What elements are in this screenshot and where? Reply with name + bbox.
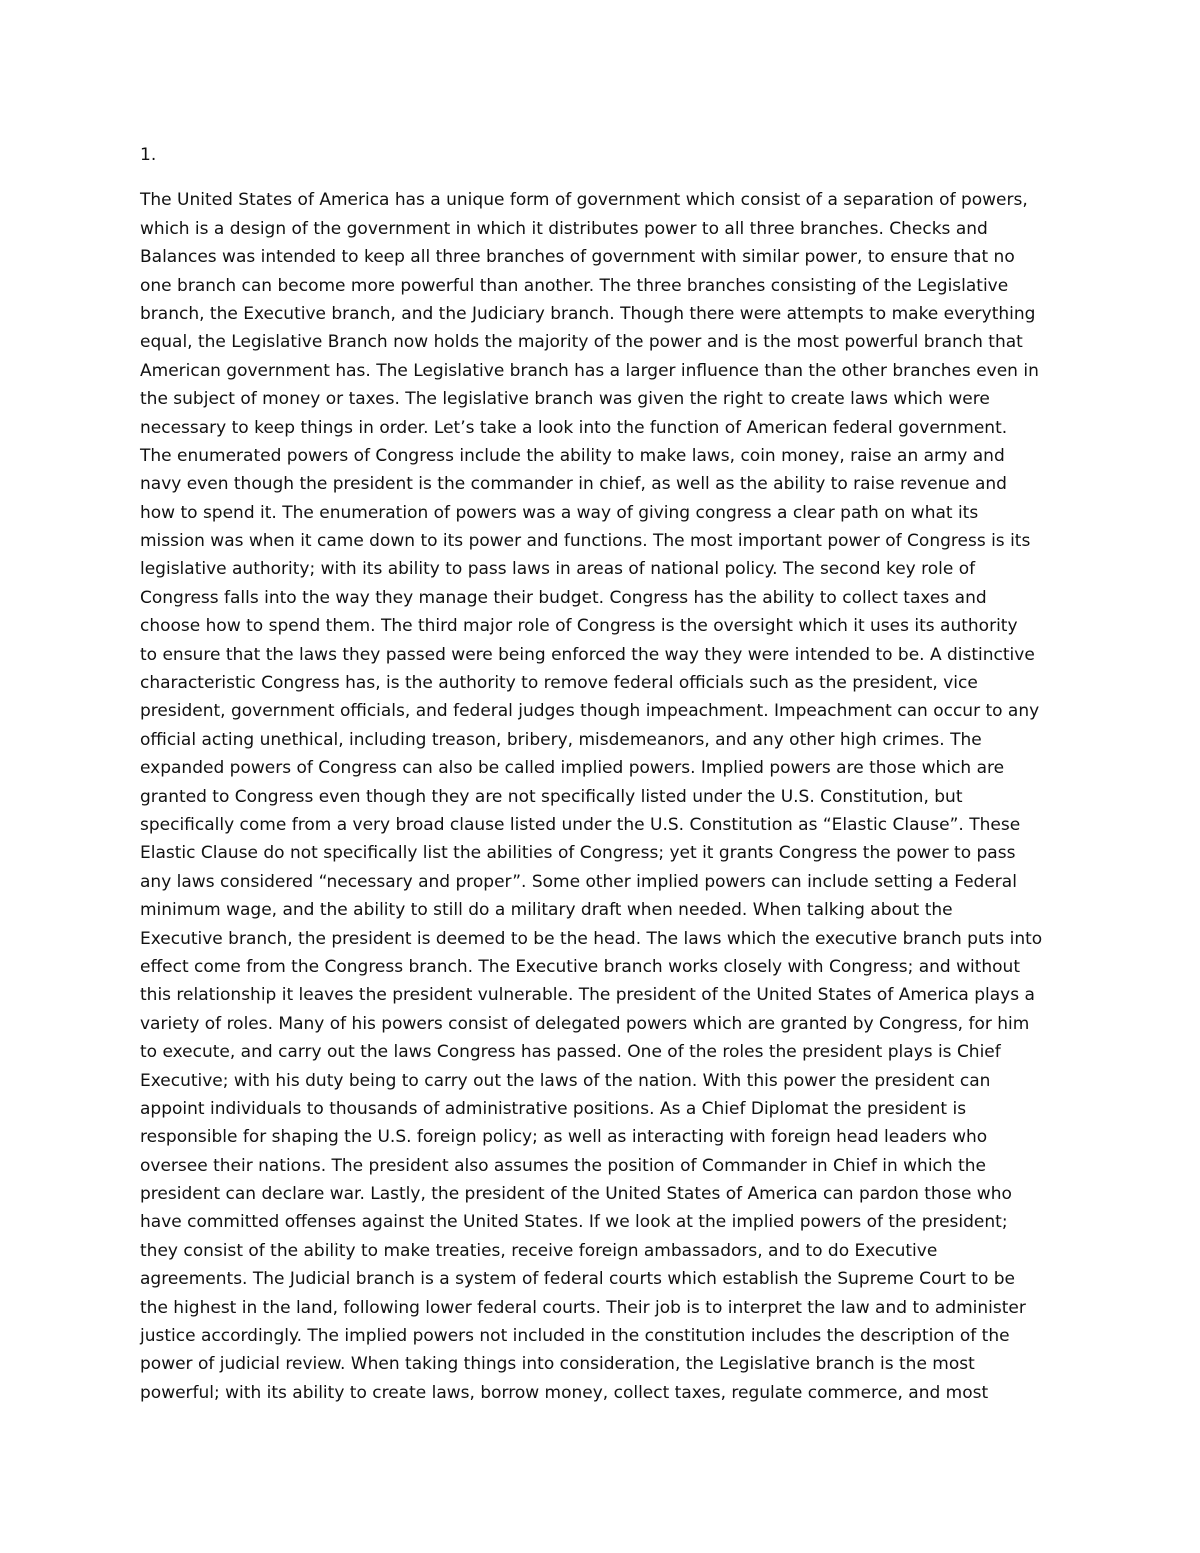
paragraph-line: characteristic Congress has, is the authority to remove federal officials such as the president, vice [140,673,978,694]
paragraph-line: powerful; with its ability to create laws, borrow money, collect taxes, regulate commerce, and most [140,1382,989,1403]
paragraph-line: choose how to spend them. The third major role of Congress is the oversight which it uses its authority [140,616,1018,637]
paragraph-line: oversee their nations. The president also assumes the position of Commander in Chief in which the [140,1155,986,1176]
document-body [140,141,1070,1407]
paragraph-line: to ensure that the laws they passed were being enforced the way they were intended to be. A distinctive [140,644,1035,665]
paragraph-line: navy even though the president is the commander in chief, as well as the ability to raise revenue and [140,474,1007,495]
paragraph-line: effect come from the Congress branch. The Executive branch works closely with Congress; and without [140,956,1020,977]
paragraph-line: the subject of money or taxes. The legislative branch was given the right to create laws which were [140,389,990,410]
paragraph-line: any laws considered “necessary and proper”. Some other implied powers can include setting a Federal [140,871,1017,892]
paragraph-line: justice accordingly. The implied powers not included in the constitution includes the description of the [140,1326,1010,1347]
paragraph-line: Executive; with his duty being to carry out the laws of the nation. With this power the president can [140,1070,991,1091]
paragraph-line: the highest in the land, following lower federal courts. Their job is to interpret the law and to administer [140,1297,1026,1318]
paragraph-line: which is a design of the government in which it distributes power to all three branches. Checks and [140,218,988,239]
paragraph-line: specifically come from a very broad clause listed under the U.S. Constitution as “Elastic Clause”. These [140,814,1021,835]
paragraph-line: Balances was intended to keep all three branches of government with similar power, to ensure that no [140,247,1015,268]
paragraph-line: granted to Congress even though they are not specifically listed under the U.S. Constitution, but [140,786,963,807]
paragraph-line: this relationship it leaves the president vulnerable. The president of the United States of America plays a [140,985,1035,1006]
paragraph-line: how to spend it. The enumeration of powers was a way of giving congress a clear path on what its [140,502,979,523]
paragraph-line: necessary to keep things in order. Let’s take a look into the function of American federal government. [140,417,1008,438]
paragraph-line: Congress falls into the way they manage their budget. Congress has the ability to collect taxes and [140,587,987,608]
paragraph-line: power of judicial review. When taking things into consideration, the Legislative branch is the most [140,1354,975,1375]
paragraph-line: appoint individuals to thousands of administrative positions. As a Chief Diplomat the president is [140,1098,967,1119]
paragraph-line: The enumerated powers of Congress include the ability to make laws, coin money, raise an army and [140,445,1005,466]
paragraph-line: mission was when it came down to its power and functions. The most important power of Congress is its [140,531,1031,552]
paragraph-line: president, government officials, and federal judges though impeachment. Impeachment can occur to any [140,701,1040,722]
paragraph-line: they consist of the ability to make treaties, receive foreign ambassadors, and to do Executive [140,1240,938,1261]
paragraph-line: legislative authority; with its ability to pass laws in areas of national policy. The second key role of [140,559,976,580]
paragraph-line: variety of roles. Many of his powers consist of delegated powers which are granted by Congress, for him [140,1013,1030,1034]
paragraph-line: expanded powers of Congress can also be called implied powers. Implied powers are those which are [140,758,1005,779]
paragraph-line: The United States of America has a unique form of government which consist of a separation of powers, [140,190,1028,211]
paragraph-line: have committed offenses against the United States. If we look at the implied powers of the president; [140,1212,1008,1233]
paragraph-line: responsible for shaping the U.S. foreign policy; as well as interacting with foreign head leaders who [140,1127,988,1148]
paragraph-line: Executive branch, the president is deemed to be the head. The laws which the executive branch puts into [140,928,1043,949]
paragraph-line: branch, the Executive branch, and the Judiciary branch. Though there were attempts to make everything [140,303,1036,324]
paragraph-line: to execute, and carry out the laws Congress has passed. One of the roles the president plays is Chief [140,1042,1001,1063]
paragraph-gap [140,169,1070,186]
paragraph-line: president can declare war. Lastly, the president of the United States of America can pardon those who [140,1184,1012,1205]
paragraph-line: agreements. The Judicial branch is a system of federal courts which establish the Supreme Court to be [140,1269,1016,1290]
paragraph-line: minimum wage, and the ability to still do a military draft when needed. When talking about the [140,900,953,921]
paragraph-line: Elastic Clause do not specifically list the abilities of Congress; yet it grants Congress the power to pass [140,843,1016,864]
question-number: 1. [140,145,157,165]
paragraph-line: American government has. The Legislative branch has a larger influence than the other branches even in [140,360,1039,381]
paragraph-line: official acting unethical, including treason, bribery, misdemeanors, and any other high crimes. The [140,729,982,750]
paragraph-line: equal, the Legislative Branch now holds the majority of the power and is the most powerful branch that [140,332,1023,353]
paragraph-line: one branch can become more powerful than another. The three branches consisting of the Legislative [140,275,1009,296]
